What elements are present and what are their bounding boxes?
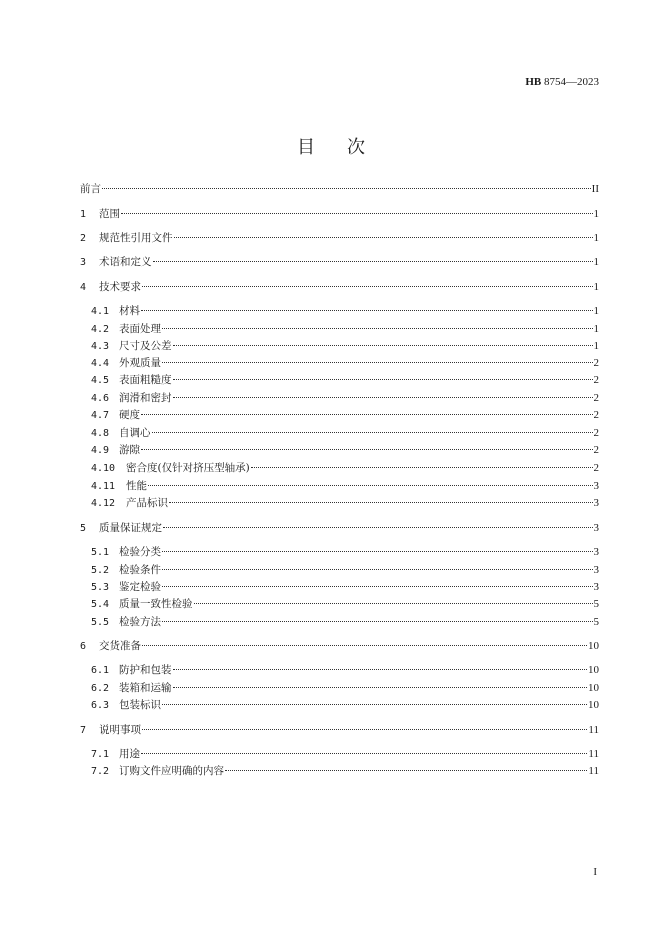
toc-entry-label: 表面粗糙度 [119,374,172,386]
toc-entry-label: 规范性引用文件 [99,232,173,244]
toc-leader-dots [162,586,593,587]
toc-leader-dots [152,432,593,433]
toc-entry-label: 检验条件 [119,564,161,576]
toc-entry[interactable] [80,230,599,246]
toc-entry[interactable] [91,662,599,678]
toc-entry-number: 6.3 [91,700,110,711]
toc-leader-dots [173,379,593,380]
toc-entry-page: 2 [593,444,599,456]
toc-entry[interactable] [91,372,599,388]
toc-entry-number: 4 [80,282,87,293]
toc-entry-label: 质量一致性检验 [119,598,193,610]
toc-entry-page: 5 [593,598,599,610]
page-number: I [593,866,597,878]
toc-entry-label: 尺寸及公差 [119,340,172,352]
toc-entry[interactable] [91,596,599,612]
toc-entry[interactable] [91,579,599,595]
toc-entry-page: 1 [593,208,599,220]
toc-entry-label: 硬度 [119,409,140,421]
toc-entry-page: 11 [588,724,599,736]
toc-entry-number: 3 [80,257,87,268]
toc-leader-dots [142,729,587,730]
toc-entry[interactable] [91,407,599,423]
toc-entry-number: 4.11 [91,481,116,492]
toc-leader-dots [162,328,593,329]
toc-entry-number: 4.7 [91,410,110,421]
toc-leader-dots [141,310,593,311]
toc-leader-dots [153,261,593,262]
toc-entry[interactable] [80,520,599,536]
toc-entry[interactable] [91,478,599,494]
toc-entry-label: 范围 [99,208,120,220]
toc-entry-label: 润滑和密封 [119,392,172,404]
toc-entry-number: 6.1 [91,665,110,676]
standard-prefix: HB [525,76,542,88]
toc-entry-label: 防护和包装 [119,664,172,676]
toc-leader-dots [225,770,587,771]
toc-entry-number: 6 [80,641,87,652]
toc-entry-page: 2 [593,462,599,474]
toc-entry[interactable] [91,562,599,578]
toc-entry[interactable] [91,321,599,337]
toc-entry-label: 游隙 [119,444,140,456]
toc-entry-number: 4.3 [91,341,110,352]
toc-entry-label: 前言 [80,183,101,195]
toc-entry-page: 3 [593,522,599,534]
toc-entry[interactable] [80,254,599,270]
toc-entry[interactable] [91,442,599,458]
toc-entry[interactable] [80,279,599,295]
toc-leader-dots [173,669,588,670]
toc-entry[interactable] [91,460,599,476]
toc-entry-label: 订购文件应明确的内容 [119,765,224,777]
toc-leader-dots [142,286,593,287]
toc-entry[interactable] [91,338,599,354]
toc-entry[interactable] [91,425,599,441]
toc-entry-page: 2 [593,357,599,369]
toc-entry-number: 4.4 [91,358,110,369]
toc-entry-number: 5.2 [91,565,110,576]
toc-entry[interactable] [91,763,599,779]
toc-entry-label: 术语和定义 [99,256,152,268]
toc-leader-dots [141,414,593,415]
toc-entry-page: 2 [593,409,599,421]
toc-entry-label: 性能 [126,480,147,492]
toc-leader-dots [162,704,587,705]
toc-leader-dots [102,188,591,189]
toc-entry-number: 4.9 [91,445,110,456]
toc-entry-number: 4.1 [91,306,110,317]
toc-entry-number: 4.12 [91,498,116,509]
toc-entry-label: 装箱和运输 [119,682,172,694]
toc-leader-dots [194,603,593,604]
toc-entry-page: 3 [593,480,599,492]
toc-entry-page: 1 [593,281,599,293]
toc-entry-label: 外观质量 [119,357,161,369]
toc-leader-dots [121,213,593,214]
toc-entry-page: 3 [593,564,599,576]
toc-entry[interactable] [91,544,599,560]
toc-entry-label: 产品标识 [126,497,168,509]
toc-entry-label: 质量保证规定 [99,522,162,534]
toc-entry-page: 3 [593,581,599,593]
toc-entry-page: 10 [588,682,599,694]
toc-leader-dots [173,687,588,688]
toc-entry-number: 1 [80,209,87,220]
toc-leader-dots [169,502,593,503]
toc-entry-page: II [591,183,599,195]
toc-entry-page: 10 [588,699,599,711]
toc-leader-dots [162,362,593,363]
toc-entry-number: 4.8 [91,428,110,439]
toc-entry-label: 表面处理 [119,323,161,335]
toc-entry[interactable] [91,495,599,511]
toc-entry-number: 5.1 [91,547,110,558]
toc-leader-dots [251,467,593,468]
toc-entry-page: 11 [588,765,599,777]
toc-entry-number: 5.5 [91,617,110,628]
page-title: 目次 [297,137,397,158]
toc-entry-page: 1 [593,232,599,244]
toc-entry-number: 4.10 [91,463,116,474]
toc-entry[interactable] [91,746,599,762]
toc-entry-number: 7.1 [91,749,110,760]
toc-entry-page: 1 [593,256,599,268]
toc-entry-number: 5.3 [91,582,110,593]
toc-entry-number: 5 [80,523,87,534]
toc-leader-dots [163,527,593,528]
toc-entry[interactable] [80,722,599,738]
toc-entry-number: 7.2 [91,766,110,777]
toc-entry-page: 10 [588,664,599,676]
toc-entry-label: 技术要求 [99,281,141,293]
toc-entry-label: 交货准备 [99,640,141,652]
toc-entry[interactable] [91,697,599,713]
toc-leader-dots [142,645,587,646]
toc-leader-dots [148,485,593,486]
toc-entry-page: 3 [593,546,599,558]
toc-entry[interactable] [91,355,599,371]
toc-entry-label: 包装标识 [119,699,161,711]
toc-entry-number: 4.2 [91,324,110,335]
toc-entry-number: 4.6 [91,393,110,404]
toc-entry[interactable] [91,390,599,406]
toc-entry-number: 4.5 [91,375,110,386]
toc-entry-page: 10 [588,640,599,652]
toc-entry-label: 检验方法 [119,616,161,628]
toc-entry-number: 6.2 [91,683,110,694]
toc-entry-page: 3 [593,497,599,509]
toc-entry-number: 7 [80,725,87,736]
toc-leader-dots [173,397,593,398]
toc-entry[interactable] [80,181,599,197]
toc-entry-label: 密合度(仅针对挤压型轴承) [126,462,250,474]
toc-leader-dots [162,569,593,570]
toc-entry[interactable] [80,206,599,222]
toc-entry-page: 2 [593,427,599,439]
toc-leader-dots [162,551,593,552]
toc-entry[interactable] [91,614,599,630]
toc-entry-label: 自调心 [119,427,151,439]
toc-leader-dots [141,753,587,754]
toc-entry-label: 说明事项 [99,724,141,736]
standard-code: 8754—2023 [544,76,599,88]
toc-entry[interactable] [80,638,599,654]
toc-leader-dots [162,621,593,622]
toc-entry-page: 2 [593,374,599,386]
toc-leader-dots [173,345,593,346]
toc-entry-page: 1 [593,340,599,352]
toc-entry-page: 11 [588,748,599,760]
toc-entry-page: 1 [593,323,599,335]
toc-entry-label: 检验分类 [119,546,161,558]
toc-leader-dots [174,237,593,238]
toc-entry-page: 1 [593,305,599,317]
toc-entry-label: 材料 [119,305,140,317]
toc-entry-number: 5.4 [91,599,110,610]
toc-entry[interactable] [91,303,599,319]
toc-leader-dots [141,449,593,450]
toc-entry-page: 2 [593,392,599,404]
toc-entry-label: 鉴定检验 [119,581,161,593]
toc-entry-page: 5 [593,616,599,628]
toc-entry-number: 2 [80,233,87,244]
toc-entry[interactable] [91,680,599,696]
toc-entry-label: 用途 [119,748,140,760]
